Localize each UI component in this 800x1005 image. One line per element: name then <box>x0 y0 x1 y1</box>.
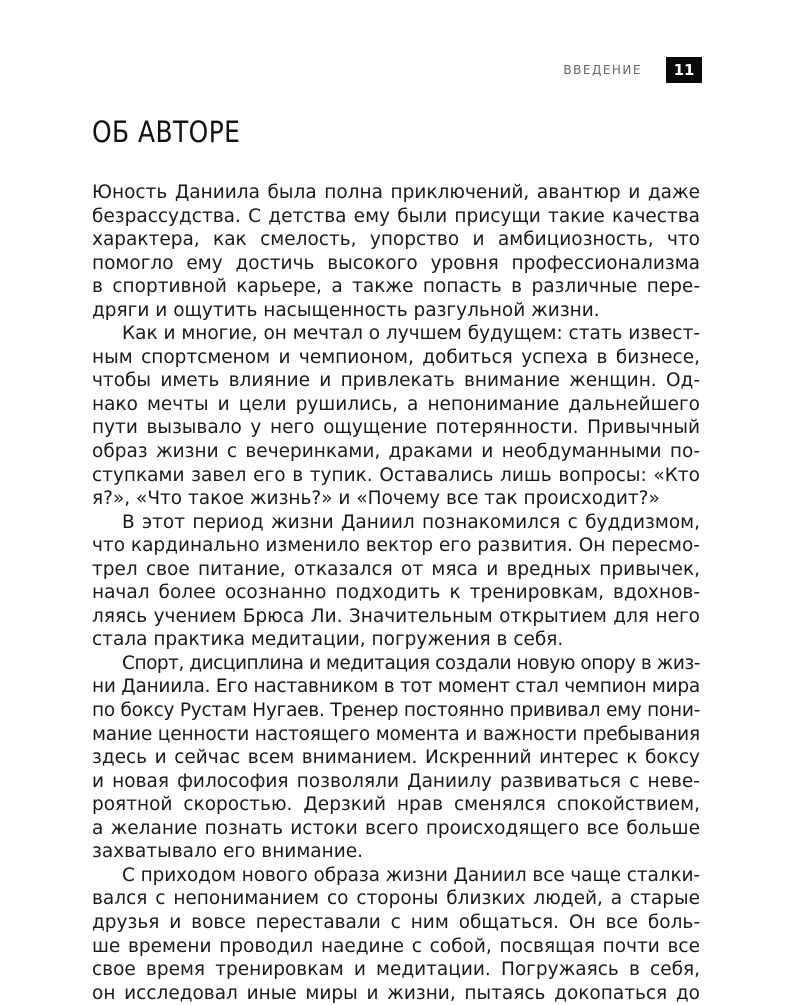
page-number: 11 <box>666 57 702 83</box>
text-line: я?», «Что такое жизнь?» и «Почему все так происходит?» <box>92 488 660 510</box>
running-header <box>563 57 702 83</box>
text-line: он исследовал иные миры и жизни, пытаясь докопаться до <box>92 982 700 1004</box>
text-line: стала практика медитации, погружения в себя. <box>92 629 564 651</box>
text-line: и новая философия позволяли Даниилу развиваться с неве- <box>92 770 700 792</box>
text-line: что кардинально изменило вектор его развития. Он пересмо- <box>92 535 700 557</box>
text-line: ни Даниила. Его наставником в тот момент стал чемпион мира <box>92 676 701 698</box>
text-line: дряги и ощутить насыщенность разгульной жизни. <box>92 299 600 321</box>
text-line: ше времени проводил наедине с собой, посвящая почти все <box>92 935 700 957</box>
text-line: в спортивной карьере, а также попасть в различные пере- <box>92 276 700 298</box>
text-line: Спорт, дисциплина и медитация создали новую опору в жиз- <box>122 652 700 674</box>
text-line: образ жизни с вечеринками, драками и необдуманными по- <box>92 441 700 463</box>
text-line: свое время тренировкам и медитации. Погружаясь в себя, <box>92 959 700 981</box>
text-line: вался с непониманием со стороны близких людей, а старые <box>92 888 700 910</box>
text-line: ляясь учением Брюса Ли. Значительным открытием для него <box>92 605 700 627</box>
text-line: В этот период жизни Даниил познакомился с буддизмом, <box>122 511 700 533</box>
text-line: ступками завел его в тупик. Оставались лишь вопросы: «Кто <box>92 464 700 486</box>
chapter-title: ОБ АВТОРЕ <box>92 115 241 149</box>
text-line: помогло ему достичь высокого уровня профессионализма <box>92 252 700 274</box>
body-text <box>92 181 700 1005</box>
text-line: по боксу Рустам Нугаев. Тренер постоянно прививал ему пони- <box>92 700 700 722</box>
text-line: Юность Даниила была полна приключений, авантюр и даже <box>92 182 700 203</box>
text-line: С приходом нового образа жизни Даниил все чаще сталки- <box>122 864 701 886</box>
text-line: нако мечты и цели рушились, а непонимание дальнейшего <box>92 393 700 415</box>
text-line: характера, как смелость, упорство и амбициозность, что <box>92 229 700 251</box>
text-line: друзья и вовсе переставали с ним общаться. Он все боль- <box>92 911 700 933</box>
text-line: пути вызывало у него ощущение потерянности. Привычный <box>92 417 700 439</box>
text-line: здесь и сейчас всем вниманием. Искренний интерес к боксу <box>92 747 700 769</box>
text-line: ным спортсменом и чемпионом, добиться успеха в бизнесе, <box>92 346 700 368</box>
text-line: безрассудства. С детства ему были присущи такие качества <box>92 205 700 227</box>
text-line: мание ценности настоящего момента и важности пребывания <box>92 723 700 745</box>
text-line: захватывало его внимание. <box>92 841 364 863</box>
text-line: а желание познать истоки всего происходящего все больше <box>92 817 700 839</box>
text-line: трел свое питание, отказался от мяса и вредных привычек, <box>92 558 700 580</box>
text-line: начал более осознанно подходить к тренировкам, вдохнов- <box>92 582 700 604</box>
text-line: роятной скоростью. Дерзкий нрав сменялся спокойствием, <box>92 794 700 816</box>
text-line: чтобы иметь влияние и привлекать внимание женщин. Од- <box>92 370 700 392</box>
section-name: ВВЕДЕНИЕ <box>563 63 642 77</box>
text-line: Как и многие, он мечтал о лучшем будущем: стать извест- <box>122 323 700 345</box>
